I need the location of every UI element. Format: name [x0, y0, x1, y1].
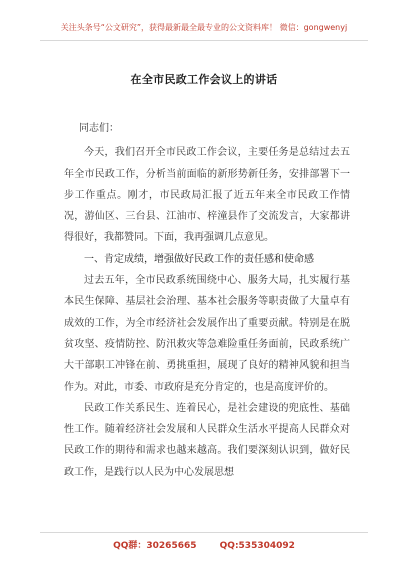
header-divider [40, 40, 368, 41]
document-title: 在全市民政工作会议上的讲话 [130, 73, 278, 86]
salutation: 同志们： [79, 123, 119, 134]
paragraph-achievements: 过去五年，全市民政系统围绕中心、服务大局，扎实履行基本民生保障、基层社会治理、基本社会服务等职责做了大量卓有成效的工作，为全市经济社会发展作出了重要贡献。特别是在脱贫攻坚、疫情防控、防汛救灾等急难险重任务面前，民政系统广大干部职工冲锋在前、勇挑重担，展现了良好的精神风貌和担当作为。对此，市委、市政府是充分肯定的，也是高度评价的。 [64, 275, 350, 393]
document-body [64, 118, 350, 483]
footer-divider [40, 532, 368, 533]
footer-qq: QQ:535304092 [219, 541, 295, 551]
paragraph-intro: 今天，我们召开全市民政工作会议，主要任务是总结过去五年全市民政工作，分析当前面临的新形势新任务，安排部署下一步工作重点。刚才，市民政局汇报了近五年来全市民政工作情况，游仙区、三台县、江油市、梓潼县作了交流发言，大家都讲得很好，我都赞同。下面，我再强调几点意见。 [64, 147, 350, 244]
section-heading-1: 一、肯定成绩，增强做好民政工作的责任感和使命感 [84, 253, 314, 265]
footer-qq-group: QQ群：30265665 [113, 541, 197, 551]
paragraph-significance: 民政工作关系民生、连着民心，是社会建设的兜底性、基础性工作。随着经济社会发展和人民群众生活水平提高人民群众对民政工作的期待和需求也越来越高。我们要深刻认识到，做好民政工作，是践行以人民为中心发展思想 [64, 402, 350, 478]
footer-contact [0, 538, 408, 551]
header-banner: 关注头条号“公文研究”，获得最新最全最专业的公文资料库！ 微信：gongwenyj [60, 23, 348, 32]
